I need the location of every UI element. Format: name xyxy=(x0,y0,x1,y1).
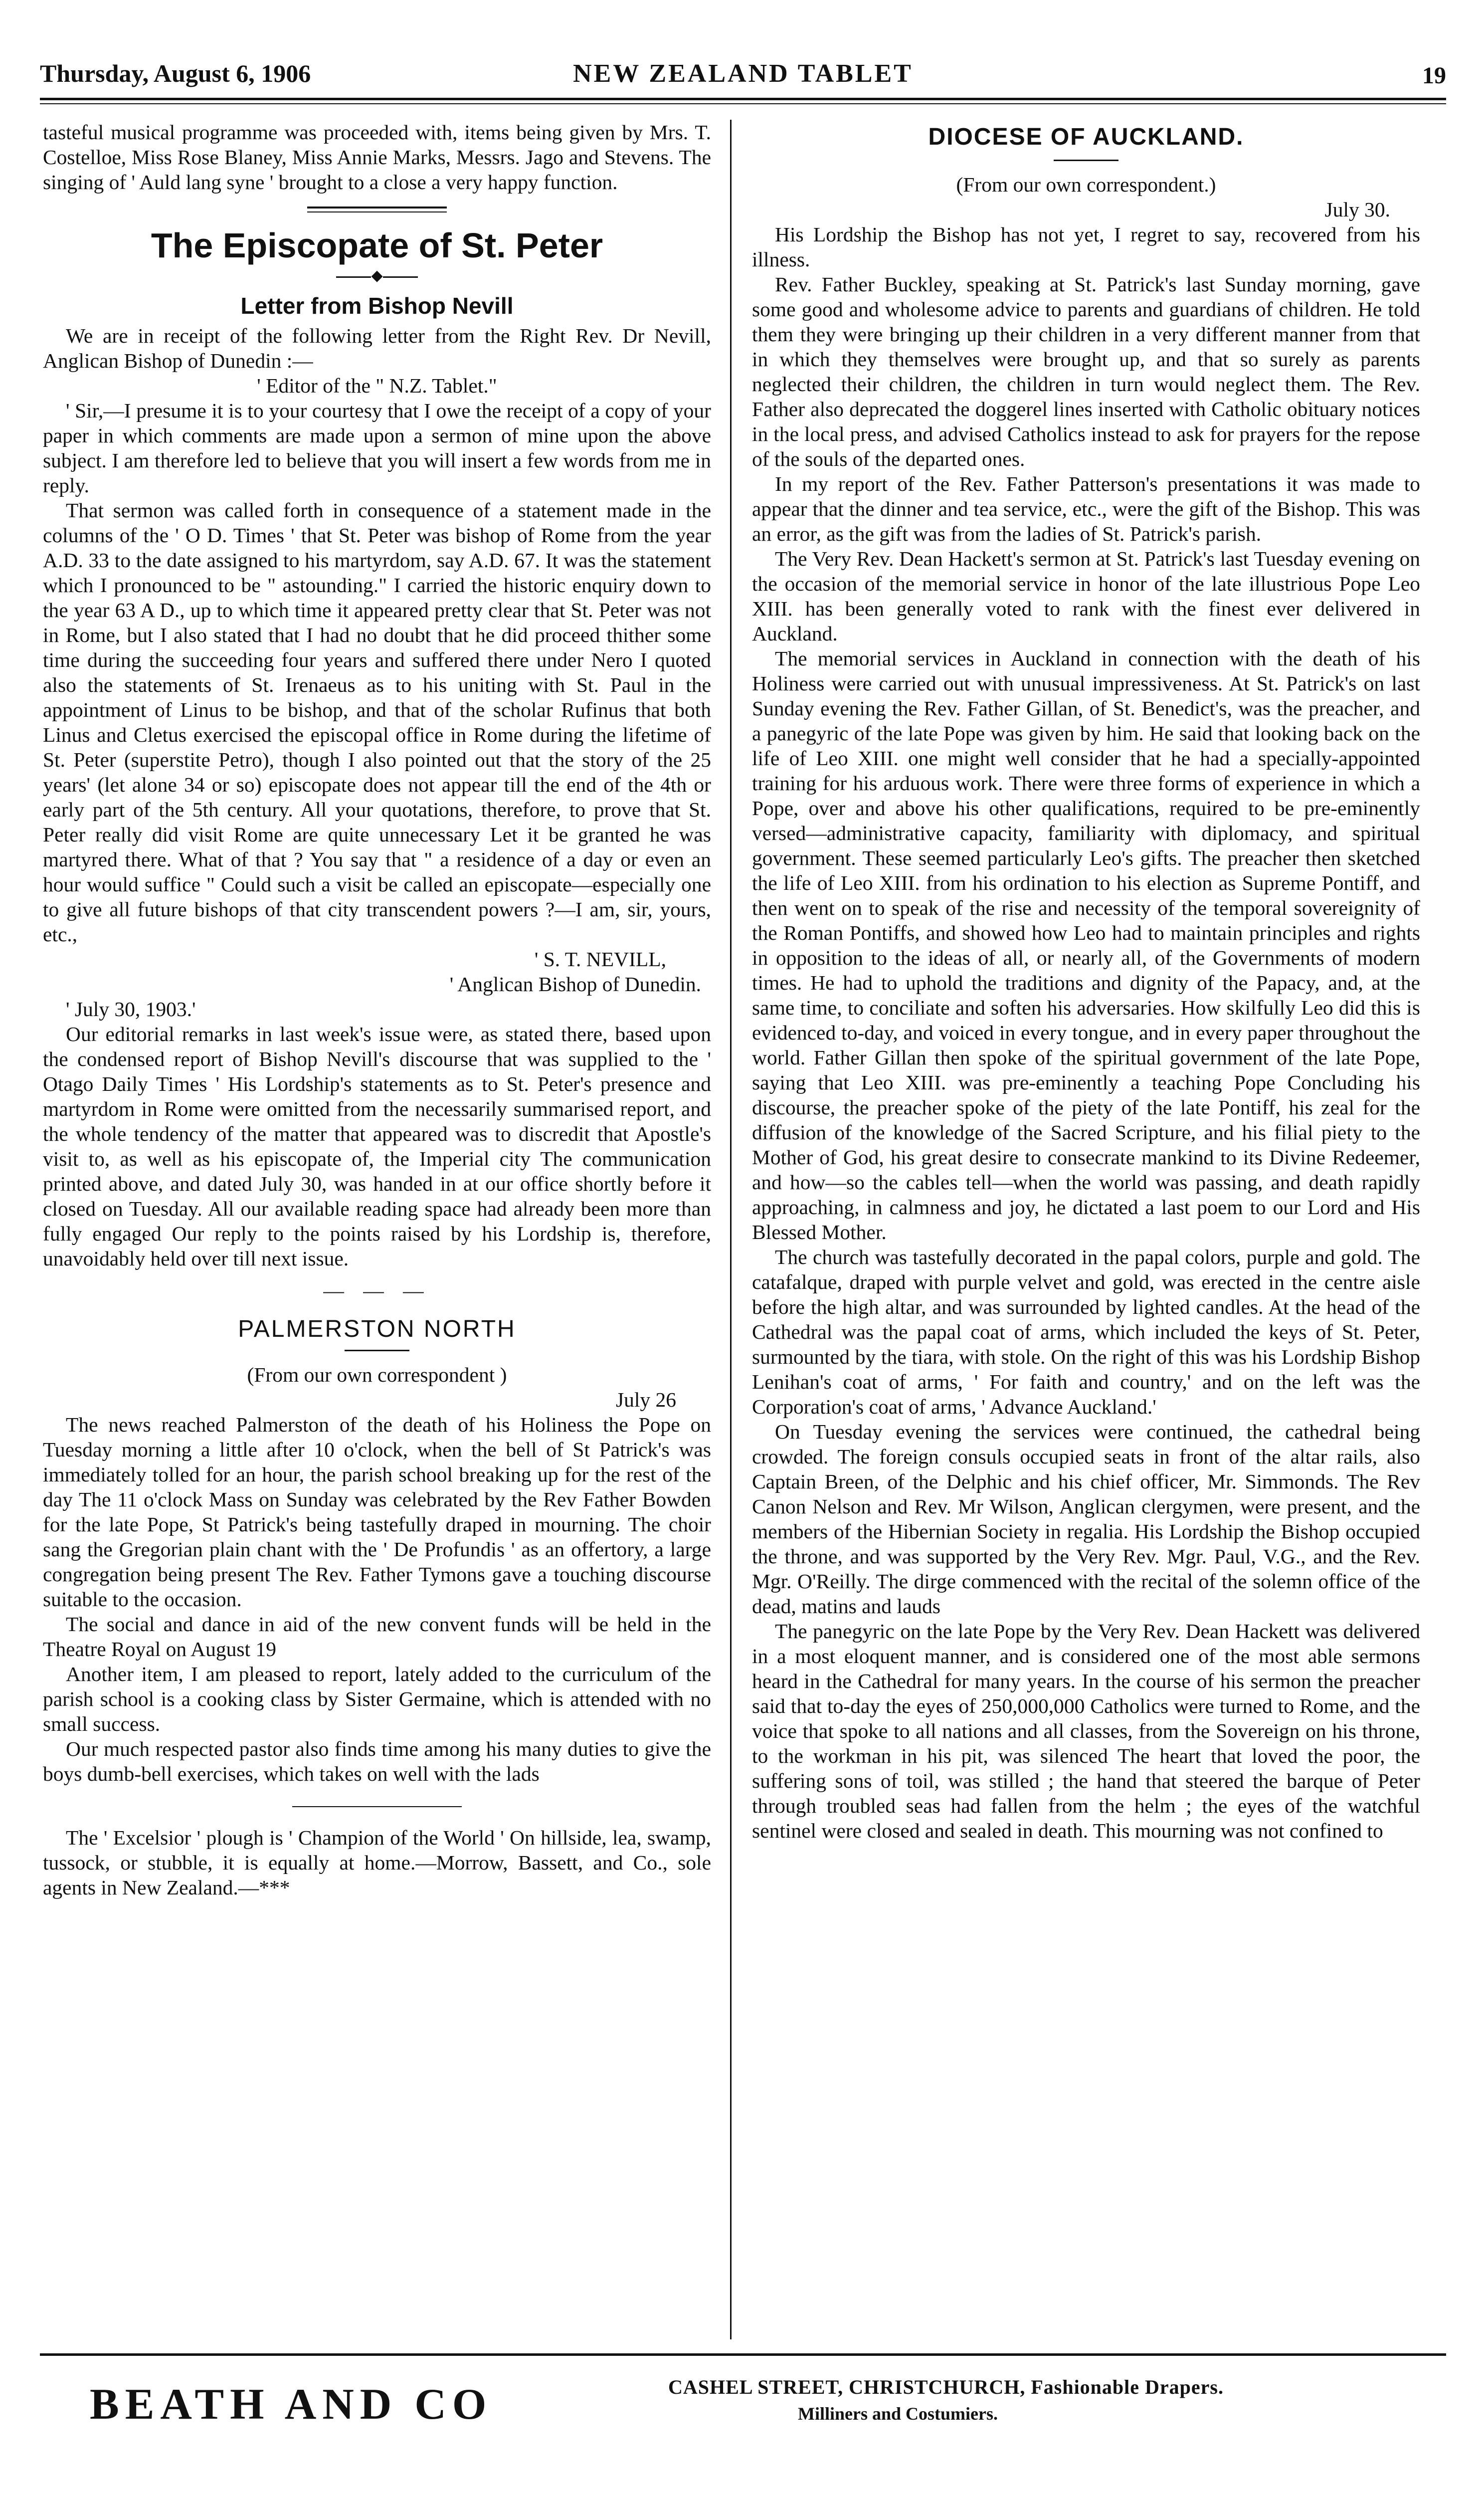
palmerston-date: July 26 xyxy=(615,1388,676,1411)
diocese-correspondent: (From our own correspondent.) xyxy=(956,173,1216,196)
diocese-paragraph: Rev. Father Buckley, speaking at St. Patrick's last Sunday morning, gave some good and wholesome advice to parents and guardians of children. He told them they were bringing up their children in a very different manner from that in which they themselves were brought up, and that so surely as parents neglected their children, the children in turn would neglect them. The Rev. Father also deprecated the doggerel lines inserted with Catholic obituary notices in the local press, and advised Catholics instead to ask for prayers for the repose of the souls of the departed ones. xyxy=(752,273,1420,470)
diocese-paragraph: The panegyric on the late Pope by the Very Rev. Dean Hackett was delivered in a most eloquent manner, and is considered one of the most able sermons heard in the Cathedral for many years. In the course of his sermon the preacher said that to-day the eyes of 250,000,000 Catholics were turned to Rome, and the voice that spoke to all nations and all classes, from the Sovereign on his throne, to the workman in his pit, was silenced The heart that loved the poor, the suffering sons of toil, was stilled ; the hand that steered the barque of Peter through troubled seas had fallen from the helm ; the eyes of the watchful sentinel were closed and sealed in death. This mourning was not confined to xyxy=(752,1620,1420,1842)
palmerston-correspondent: (From our own correspondent ) xyxy=(247,1363,507,1386)
palmerston-paragraph: The social and dance in aid of the new convent funds will be held in the Theatre Royal on August 19 xyxy=(43,1613,711,1661)
episcopate-subtitle: Letter from Bishop Nevill xyxy=(240,293,514,319)
ornament-divider: ◆ xyxy=(43,268,711,283)
palmerston-paragraph: Another item, I am pleased to report, lately added to the curriculum of the parish school is a cooking class by Sister Germaine, which is attended with no small success. xyxy=(43,1663,711,1735)
right-column xyxy=(752,120,1420,1843)
footer-rule xyxy=(40,2353,1446,2356)
diocese-date: July 30. xyxy=(1324,198,1390,221)
signature-title: ' Anglican Bishop of Dunedin. xyxy=(449,973,701,996)
advertiser-name: BEATH AND CO xyxy=(90,2380,493,2429)
letter-paragraph: We are in receipt of the following letter from the Right Rev. Dr Nevill, Anglican Bishop of Dunedin :— xyxy=(43,324,711,372)
section-separator xyxy=(307,207,447,212)
dash-separator: — — — xyxy=(323,1279,431,1302)
left-column xyxy=(43,120,711,1900)
palmerston-title: PALMERSTON NORTH xyxy=(238,1316,516,1342)
palmerston-paragraph: The news reached Palmerston of the death of his Holiness the Pope on Tuesday morning a little after 10 o'clock, when the bell of St Patrick's was immediately tolled for an hour, the parish school breaking up for the rest of the day The 11 o'clock Mass on Sunday was celebrated by the Rev Father Bowden for the late Pope, St Patrick's being tastefully draped in mourning. The choir sang the Gregorian plain chant with the ' De Profundis ' as an offertory, a large congregation being present The Rev. Father Tymons gave a touching discourse suitable to the occasion. xyxy=(43,1413,711,1611)
diocese-paragraph: On Tuesday evening the services were continued, the cathedral being crowded. The foreign consuls occupied seats in front of the altar rails, also Captain Breen, of the Delphic and his chief officer, Mr. Simmonds. The Rev Canon Nelson and Rev. Mr Wilson, Anglican clergymen, were present, and the members of the Hibernian Society in regalia. His Lordship the Bishop occupied the throne, and was supported by the Very Rev. Mgr. Paul, V.G., and the Rev. Mgr. O'Reilly. The dirge commenced with the recital of the solemn office of the dead, matins and lauds xyxy=(752,1420,1420,1618)
letter-paragraph: ' Sir,—I presume it is to your courtesy that I owe the receipt of a copy of your paper in which comments are made upon a sermon of mine upon the above subject. I am therefore led to believe that you will insert a few words from me in reply. xyxy=(43,399,711,497)
palmerston-paragraph: Our much respected pastor also finds time among his many duties to give the boys dumb-bell exercises, which takes on well with the lads xyxy=(43,1737,711,1785)
letter-salutation: ' Editor of the " N.Z. Tablet." xyxy=(257,374,497,397)
masthead-title: NEW ZEALAND TABLET xyxy=(573,59,913,88)
diocese-title: DIOCESE OF AUCKLAND. xyxy=(928,124,1244,150)
letter-paragraph: That sermon was called forth in consequence of a statement made in the columns of the ' O D. Times ' that St. Peter was bishop of Rome from the year A.D. 33 to the date assigned to his martyrdom, say A.D. 67. It was the statement which I pronounced to be " astounding." I carried the historic enquiry down to the year 63 A D., up to which time it appeared pretty clear that St. Peter was not in Rome, but I also stated that I had no doubt that he did proceed thither some time during the succeeding four years and suffered there under Nero I quoted also the statements of St. Irenaeus as to his uniting with St. Paul in the appointment of Linus to be bishop, and that of the scholar Rufinus that both Linus and Cletus exercised the episcopal office in Rome during the lifetime of St. Peter (superstite Petro), though I also pointed out that the story of the 25 years' (let alone 34 or so) episcopate does not appear till the end of the 4th or early part of the 5th century. All your quotations, therefore, to prove that St. Peter really did visit Rome are quite unnecessary Let it be granted he was martyred there. What of that ? You say that " a residence of a day or even an hour would suffice " Could such a visit be called an episcopate—especially one to give all future bishops of that city transcendent powers ?—I am, sir, yours, etc., xyxy=(43,499,711,946)
excelsior-advert: The ' Excelsior ' plough is ' Champion of the World ' On hillside, lea, swamp, tussock, or stubble, it is equally at home.—Morrow, Bassett, and Co., sole agents in New Zealand.—*** xyxy=(43,1826,711,1899)
diocese-paragraph: His Lordship the Bishop has not yet, I regret to say, recovered from his illness. xyxy=(752,223,1420,271)
thin-separator xyxy=(292,1806,462,1807)
diocese-paragraph: In my report of the Rev. Father Patterson's presentations it was made to appear that the dinner and tea service, etc., were the gift of the Bishop. This was an error, as the gift was from the ladies of St. Patrick's parish. xyxy=(752,472,1420,545)
short-rule xyxy=(345,1350,409,1351)
intro-paragraph: tasteful musical programme was proceeded with, items being given by Mrs. T. Costelloe, Miss Rose Blaney, Miss Annie Marks, Messrs. Jago and Stevens. The singing of ' Auld lang syne ' brought to a close a very happy function. xyxy=(43,121,711,194)
diocese-paragraph: The memorial services in Auckland in connection with the death of his Holiness were carried out with unusual impressiveness. At St. Patrick's on last Sunday evening the Rev. Father Gillan, of St. Benedict's, was the preacher, and a panegyric of the late Pope was given by him. He said that looking back on the life of Leo XIII. one might well consider that he had a specially-appointed training for his arduous work. There were three forms of experience in which a Pope, over and above his other qualifications, required to be pre-eminently versed—administrative capacity, familiarity with diplomacy, and spiritual government. These seemed particularly Leo's gifts. The preacher then sketched the life of Leo XIII. from his ordination to his election as Supreme Pontiff, and then went on to speak of the rise and necessity of the temporal sovereignity of the Roman Pontiffs, and showed how Leo had to maintain principles and rights in opposition to the ideas of all, or nearly all, of the Governments of modern times. He had to uphold the traditions and dignity of the Papacy, and, at the same time, to conciliate and soften his adversaries. How skilfully Leo did this is evidenced to-day, and voiced in every tongue, and in every paper throughout the world. Father Gillan then spoke of the spiritual government of the late Pope, saying that Leo XIII. was pre-eminently a teaching Pope Concluding his discourse, the preacher spoke of the piety of the late Pontiff, his zeal for the diffusion of the knowledge of the Sacred Scripture, and his filial piety to the Mother of God, his great desire to consecrate mankind to its Divine Redeemer, and how—so the cables tell—when the world was passing, and death rapidly approaching, in calmness and joy, he dictated a last poem to our Lord and His Blessed Mother. xyxy=(752,647,1420,1244)
header-rule-thick xyxy=(40,98,1446,100)
signature-name: ' S. T. NEVILL, xyxy=(534,948,666,971)
editorial-paragraph: Our editorial remarks in last week's issue were, as stated there, based upon the condensed report of Bishop Nevill's discourse that was supplied to the ' Otago Daily Times ' His Lordship's statements as to St. Peter's presence and martyrdom in Rome were omitted from the necessarily summarised report, and the whole tendency of the matter that appeared was to discredit that Apostle's visit to, as well as his episcopate of, the Imperial city The communication printed above, and dated July 30, was handed in at our office shortly before it closed on Tuesday. All our available reading space had already been more than fully engaged Our reply to the points raised by his Lordship is, therefore, unavoidably held over till next issue. xyxy=(43,1023,711,1270)
advertiser-address: CASHEL STREET, CHRISTCHURCH, Fashionable Drapers. xyxy=(668,2376,1224,2398)
issue-date: Thursday, August 6, 1906 xyxy=(40,59,311,87)
diocese-paragraph: The church was tastefully decorated in the papal colors, purple and gold. The catafalque, draped with purple velvet and gold, was erected in the centre aisle before the high altar, and was surrounded by lighted candles. At the head of the Cathedral was the papal coat of arms, which included the keys of St. Peter, surmounted by the tiara, with stole. On the right of this was his Lordship Bishop Lenihan's coat of arms, ' For faith and country,' and on the left was the Corporation's coat of arms, ' Advance Auckland.' xyxy=(752,1246,1420,1418)
column-divider xyxy=(730,120,732,2339)
advertiser-trade: Milliners and Costumiers. xyxy=(798,2404,998,2424)
header-rule-thin xyxy=(40,103,1446,104)
short-rule xyxy=(1054,160,1118,161)
page-number: 19 xyxy=(1422,62,1446,89)
letter-date: ' July 30, 1903.' xyxy=(66,998,196,1021)
diocese-paragraph: The Very Rev. Dean Hackett's sermon at St. Patrick's last Tuesday evening on the occasion of the memorial service in honor of the late illustrious Pope Leo XIII. has been generally voted to rank with the finest ever delivered in Auckland. xyxy=(752,547,1420,645)
episcopate-title: The Episcopate of St. Peter xyxy=(151,226,603,265)
running-head xyxy=(40,59,1446,94)
